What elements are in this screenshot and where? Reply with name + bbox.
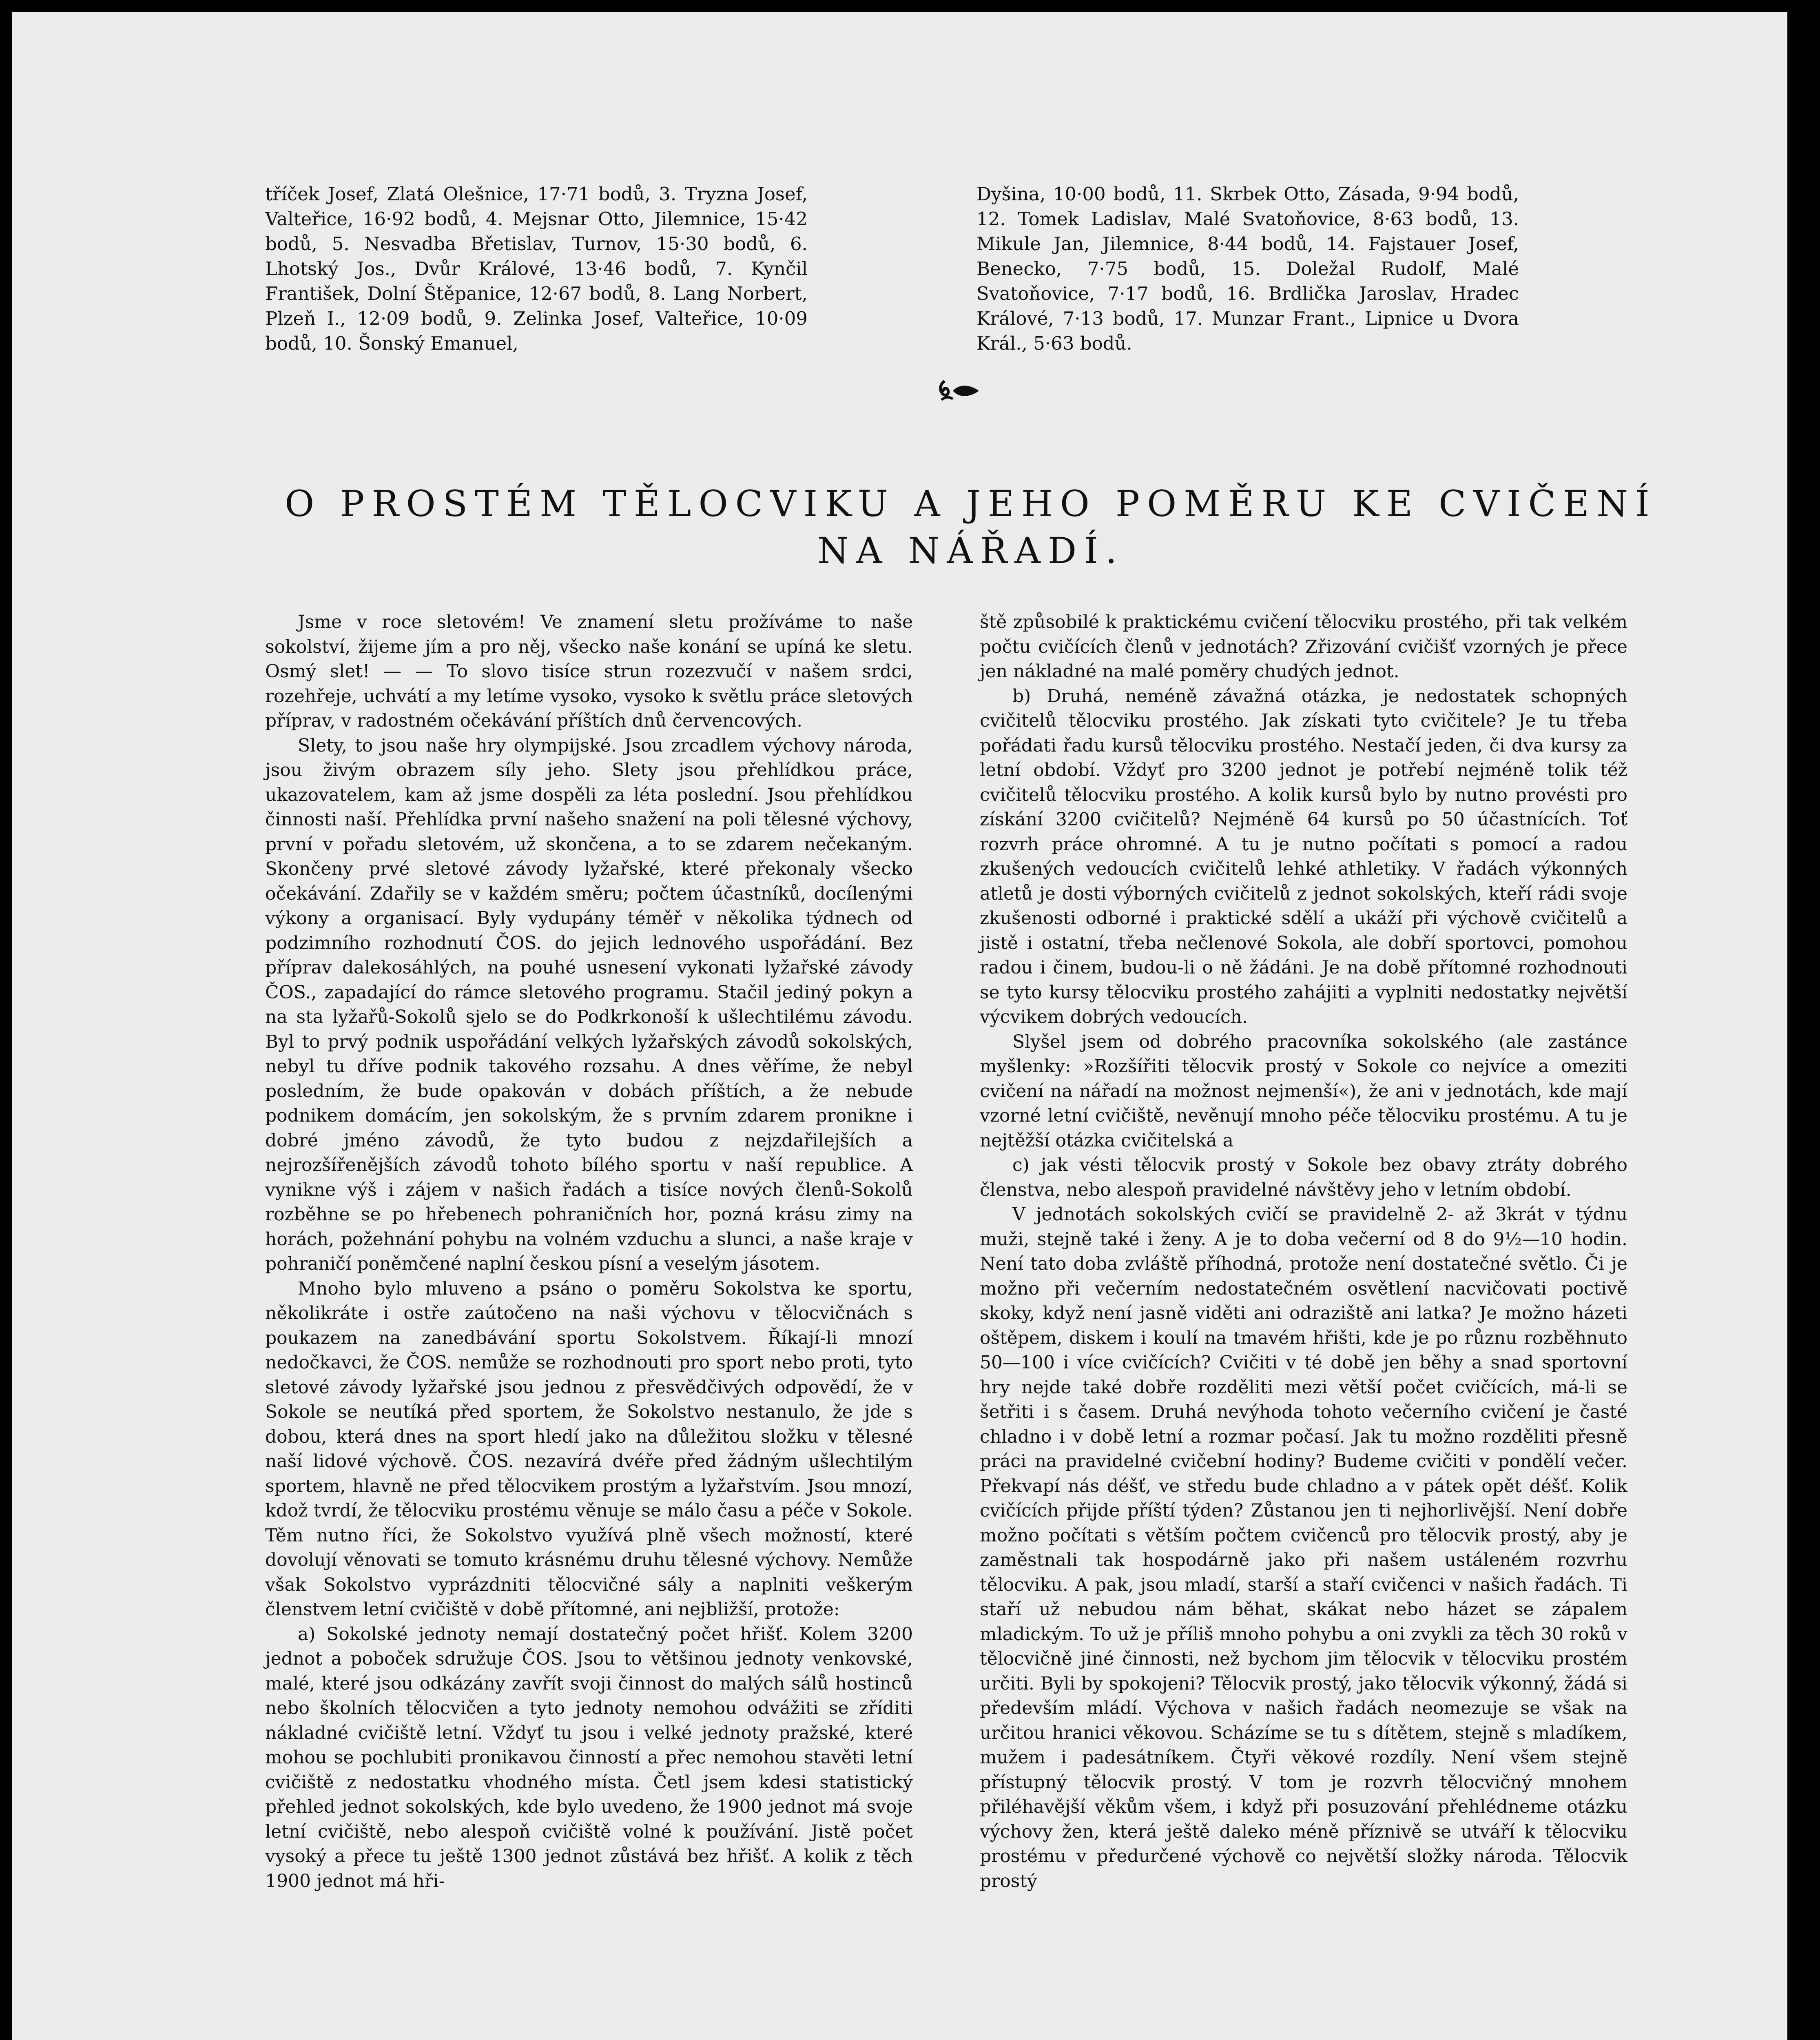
paragraph: Slyšel jsem od dobrého pracovníka sokolského (ale zastánce myšlenky: »Rozšířiti tělocvik prostý v Sokole co nejvíce a omeziti cvičení na nářadí na možnost nejmenší«), že ani v jednotách, kde mají vzorné letní cvičiště, nevěnují mnoho péče tělocviku prostému. A tu je nejtěžší otázka cvičitelská a: [980, 1031, 1627, 1151]
paragraph: Slety, to jsou naše hry olympijské. Jsou zrcadlem výchovy národa, jsou živým obrazem síly jeho. Slety jsou přehlídkou práce, ukazovatelem, kam až jsme dospěli za léta poslední. Jsou přehlídkou činnosti naší. Přehlídka první našeho snažení na poli tělesné výchovy, první v pořadu sletovém, už skončena, a to se zdarem nečekaným. Skončeny prvé sletové závody lyžařské, které překonaly všecko očekávání. Zdařily se v každém směru; počtem účastníků, docílenými výkony a organisací. Byly vydupány téměř v několika týdnech od podzimního rozhodnutí ČOS. do jejich lednového uspořádání. Bez příprav dalekosáhlých, na pouhé usnesení vykonati lyžařské závody ČOS., zapadající do rámce sletového programu. Stačil jediný pokyn a na sta lyžařů-Sokolů sjelo se do Podkrkonoší k ušlechtilému závodu. Byl to prvý podnik uspořádání velkých lyžařských závodů sokolských, nebyl tu dříve podnik takového rozsahu. A dnes věříme, že nebyl posledním, že bude opakován v dobách příštích, a že nebude podnikem domácím, jen sokolským, že s prvním zdarem pronikne i dobré jméno závodů, že tyto budou z nejzdařilejších a nejrozšířenějších závodů tohoto bílého sportu v naší republice. A vynikne výš i zájem v našich řadách a tisíce nových členů-Sokolů rozběhne se po hřebenech pohraničních hor, pozná krásu zimy na horách, požehnání pohybu na volném vzduchu a slunci, a naše kraje v pohraničí poněmčené naplní českou písní a veselým jásotem.: [265, 735, 913, 1274]
article-right-column: [980, 610, 1627, 1894]
paragraph: ště způsobilé k praktickému cvičení tělocviku prostého, při tak velkém počtu cvičících členů v jednotách? Zřizování cvičišť vzorných je přece jen nákladné na malé poměry chudých jednot.: [980, 612, 1627, 682]
results-right-text: Dyšina, 10·00 bodů, 11. Skrbek Otto, Zásada, 9·94 bodů, 12. Tomek Ladislav, Malé Svatoňovice, 8·63 bodů, 13. Mikule Jan, Jilemnice, 8·44 bodů, 14. Fajstauer Josef, Benecko, 7·75 bodů, 15. Doležal Rudolf, Malé Svatoňovice, 7·17 bodů, 16. Brdlička Jaroslav, Hradec Králové, 7·13 bodů, 17. Munzar Frant., Lipnice u Dvora Král., 5·63 bodů.: [976, 183, 1519, 354]
article-title-line1: O PROSTÉM TĚLOCVIKU A JEHO POMĚRU KE CVIČENÍ: [285, 483, 1657, 525]
paragraph: c) jak vésti tělocvik prostý v Sokole bez obavy ztráty dobrého členstva, nebo alespoň pravidelné návštěvy jeho v letním období.: [980, 1155, 1627, 1200]
article-title-line2: NA NÁŘADÍ.: [817, 530, 1125, 572]
paragraph: V jednotách sokolských cvičí se pravidelně 2- až 3krát v týdnu muži, stejně také i ženy. A je to doba večerní od 8 do 9½—10 hodin. Není tato doba zvláště příhodná, protože není dostatečné světlo. Či je možno při večerním nedostatečném osvětlení nacvičovati poctivě skoky, když není jasně viděti ani odraziště ani latka? Je možno házeti oštěpem, diskem i koulí na tmavém hřišti, kde je po různu rozběhnuto 50—100 i více cvičících? Cvičiti v té době jen běhy a snad sportovní hry nejde také dobře rozděliti mezi větší počet cvičících, má-li se šetřiti i s časem. Druhá nevýhoda tohoto večerního cvičení je časté chladno i v době letní a rozmar počasí. Jak tu možno rozděliti přesně práci na pravidelné cvičební hodiny? Budeme cvičiti v pondělí večer. Překvapí nás déšť, ve středu bude chladno a v pátek opět déšť. Kolik cvičících přijde příští týden? Zůstanou jen ti nejhorlivější. Není dobře možno počítati s větším počtem cvičenců pro tělocvik prostý, aby je zaměstnali tak hospodárně jako při našem ustáleném rozvrhu tělocviku. A pak, jsou mladí, starší a staří cvičenci v našich řadách. Ti staří už nebudou nám běhat, skákat nebo házet se zápalem mladickým. To už je příliš mnoho pohybu a oni zvykli za těch 30 roků v tělocvičně jiné činnosti, než bychom jim tělocvik v tělocviku prostém určiti. Byli by spokojeni? Tělocvik prostý, jako tělocvik výkonný, žádá si především mládí. Výchova v našich řadách neomezuje se však na určitou hranici věkovou. Scházíme se tu s dítětem, stejně s mladíkem, mužem i padesátníkem. Čtyři věkové rozdíly. Není všem stejně přístupný tělocvik prostý. V tom je rozvrh tělocvičný mnohem přiléhavější věkům všem, i když při posuzování přehlédneme otázku výchovy žen, která ještě daleko méně příznivě se utváří k tělocviku prostému v předurčené výchově co největší složky národa. Tělocvik prostý: [980, 1204, 1627, 1891]
results-left-text: tříček Josef, Zlatá Olešnice, 17·71 bodů, 3. Tryzna Josef, Valteřice, 16·92 bodů, 4. Mejsnar Otto, Jilemnice, 15·42 bodů, 5. Nesvadba Břetislav, Turnov, 15·30 bodů, 6. Lhotský Jos., Dvůr Králové, 13·46 bodů, 7. Kynčil František, Dolní Štěpanice, 12·67 bodů, 8. Lang Norbert, Plzeň I., 12·09 bodů, 9. Zelinka Josef, Valteřice, 10·09 bodů, 10. Šonský Emanuel,: [265, 183, 808, 354]
page: [12, 12, 1787, 2040]
results-left-column: [265, 182, 808, 356]
paragraph: a) Sokolské jednoty nemají dostatečný počet hřišť. Kolem 3200 jednot a poboček sdružuje ČOS. Jsou to většinou jednoty venkovské, malé, které jsou odkázány zavřít svoji činnost do malých sálů hostinců nebo školních tělocvičen a tyto jednoty nemohou odvážiti se zříditi nákladné cvičiště letní. Vždyť tu jsou i velké jednoty pražské, které mohou se pochlubiti pronikavou činností a přec nemohou stavěti letní cvičiště z nedostatku vhodného místa. Četl jsem kdesi statistický přehled jednot sokolských, kde bylo uvedeno, že 1900 jednot má svoje letní cvičiště, nebo alespoň cvičiště volné k používání. Jistě počet vysoký a přece tu ještě 1300 jednot zůstává bez hřišť. A kolik z těch 1900 jednot má hři-: [265, 1623, 913, 1891]
article-left-column: [265, 610, 913, 1894]
paragraph: b) Druhá, neméně závažná otázka, je nedostatek schopných cvičitelů tělocviku prostého. Jak získati tyto cvičitele? Je tu třeba pořádati řadu kursů tělocviku prostého. Nestačí jeden, či dva kursy za letní období. Vždyť pro 3200 jednot je potřebí nejméně tolik též cvičitelů tělocviku prostého. A kolik kursů bylo by nutno provésti pro získání 3200 cvičitelů? Nejméně 64 kursů po 50 účastnících. Toť rozvrh práce ohromné. A tu je nutno počítati s pomocí a radou zkušených vedoucích cvičitelů lehké athletiky. V řadách výkonných atletů je dosti výborných cvičitelů z jednot sokolských, kteří rádi svoje zkušenosti odborné i praktické sdělí a ukáží při výchově cvičitelů a jistě i ostatní, třeba nečlenové Sokola, ale dobří sportovci, pomohou radou i činem, budou-li o ně žádáni. Je na době přítomné rozhodnouti se tyto kursy tělocviku prostého zahájiti a vyplniti nedostatky největší výcvikem dobrých vedoucích.: [980, 685, 1627, 1027]
fleuron-icon: [933, 375, 982, 408]
paragraph: Mnoho bylo mluveno a psáno o poměru Sokolstva ke sportu, několikráte i ostře zaútočeno na naši výchovu v tělocvičnách s poukazem na zanedbávání sportu Sokolstvem. Říkají-li mnozí nedočkavci, že ČOS. nemůže se rozhodnouti pro sport nebo proti, tyto sletové závody lyžařské jsou jednou z přesvědčivých odpovědí, že v Sokole se neutíká před sportem, že Sokolstvo nestanulo, že jde s dobou, která dnes na sport hledí jako na důležitou složku v tělesné naší lidové výchově. ČOS. nezavírá dvéře před žádným ušlechtilým sportem, hlavně ne před tělocvikem prostým a lyžařstvím. Jsou mnozí, kdož tvrdí, že tělocviku prostému věnuje se málo času a péče v Sokole. Těm nutno říci, že Sokolstvo využívá plně všech možností, které dovolují věnovati se tomuto krásnému druhu tělesné výchovy. Nemůže však Sokolstvo vyprázdniti tělocvičné sály a naplniti veškerým členstvem letní cvičiště v době přítomné, ani nejbližší, protože:: [265, 1278, 913, 1620]
results-right-column: [976, 182, 1519, 356]
paragraph: Jsme v roce sletovém! Ve znamení sletu prožíváme to naše sokolství, žijeme jím a pro něj, všecko naše konání se upíná ke sletu. Osmý slet! — — To slovo tisíce strun rozezvučí v našem srdci, rozehřeje, uchvátí a my letíme vysoko, vysoko k světlu práce sletových příprav, v radostném očekávání příštích dnů červencových.: [265, 612, 913, 731]
